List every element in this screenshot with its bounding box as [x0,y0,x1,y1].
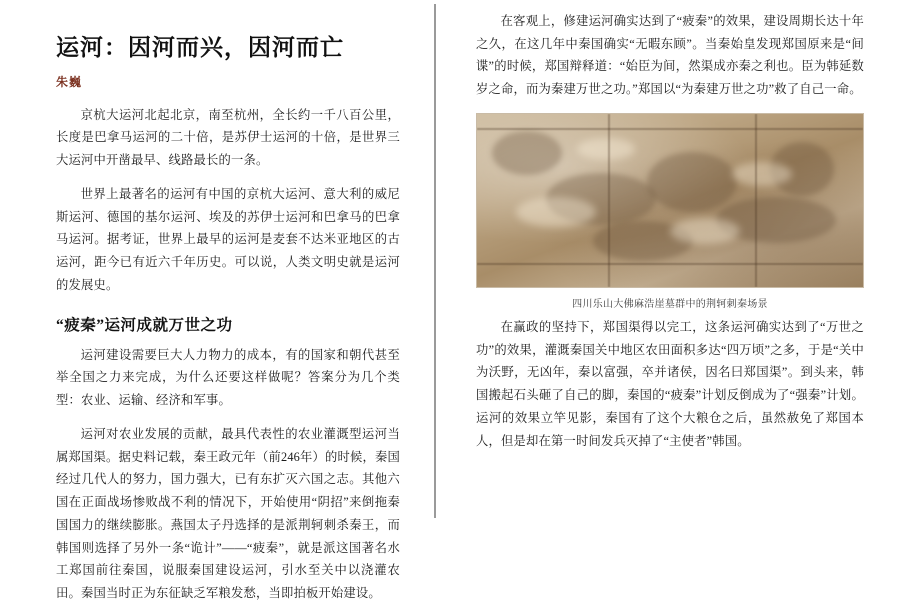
paragraph: 世界上最著名的运河有中国的京杭大运河、意大利的威尼斯运河、德国的基尔运河、埃及的苏伊士运河和巴拿马的巴拿马运河。据考证，世界上最早的运河是麦套不达米亚地区的古运河，距今已有近六千年历史。可以说，人类文明史就是运河的发展史。 [56,186,400,292]
paragraph: 在客观上，修建运河确实达到了“疲秦”的效果，建设周期长达十年之久，在这几年中秦国确实“无暇东顾”。当秦始皇发现郑国原来是“间谍”的时候，郑国辩释道：“始臣为间，然渠成亦秦之利也。臣为韩延数岁之命，而为秦建万世之功。”郑国以“为秦建万世之功”救了自己一命。 [476,14,864,97]
byline: 朱巍 [56,74,83,89]
paragraph: 在赢政的坚持下，郑国渠得以完工，这条运河确实达到了“万世之功”的效果，灌溉秦国关中地区农田面积多达“四万顷”之多，于是“关中为沃野，无凶年，秦以富强，卒并诸侯，因名曰郑国渠”。到头来，韩国搬起石头砸了自己的脚，秦国的“疲秦”计划反倒成为了“强秦”计划。运河的效果立竿见影，秦国有了这个大粮仓之后，虽然赦免了郑国本人，但是却在第一时间发兵灭掉了“主使者”韩国。 [476,319,864,448]
section-heading: “疲秦”运河成就万世之功 [56,316,233,334]
paragraph: 运河对农业发展的贡献，最具代表性的农业灌溉型运河当属郑国渠。据史料记载，秦王政元年（前246年）的时候，秦国经过几代人的努力，国力强大，已有东扩灭六国之志。其他六国在正面战场惨败战不利的情况下，开始使用“阴招”来倒拖秦国国力的继续膨胀。燕国太子丹选择的是派荆轲刺杀秦王，而韩国则选择了另外一条“诡计”——“疲秦”，就是派这国著名水工郑国前往秦国，说服秦国建设运河，引水至关中以浇灌农田。秦国当时正为东征缺乏军粮发愁，当即拍板开始建设。 [56,426,400,600]
page-title: 运河：因河而兴，因河而亡 [56,35,344,60]
right-column [436,0,900,522]
paragraph: 运河建设需要巨大人力物力的成本，有的国家和朝代甚至举全国之力来完成，为什么还要这样做呢？答案分为几个类型：农业、运输、经济和军事。 [56,347,400,408]
relief-texture [477,114,863,287]
figure [476,113,864,310]
figure-caption: 四川乐山大佛麻浩崖墓群中的荆轲刺秦场景 [572,298,768,310]
stone-relief-photo [476,113,864,288]
left-column [0,0,434,600]
paragraph: 京杭大运河北起北京，南至杭州，全长约一千八百公里，长度是巴拿马运河的二十倍，是苏伊士运河的十倍，是世界三大运河中开凿最早、线路最长的一条。 [56,107,400,168]
